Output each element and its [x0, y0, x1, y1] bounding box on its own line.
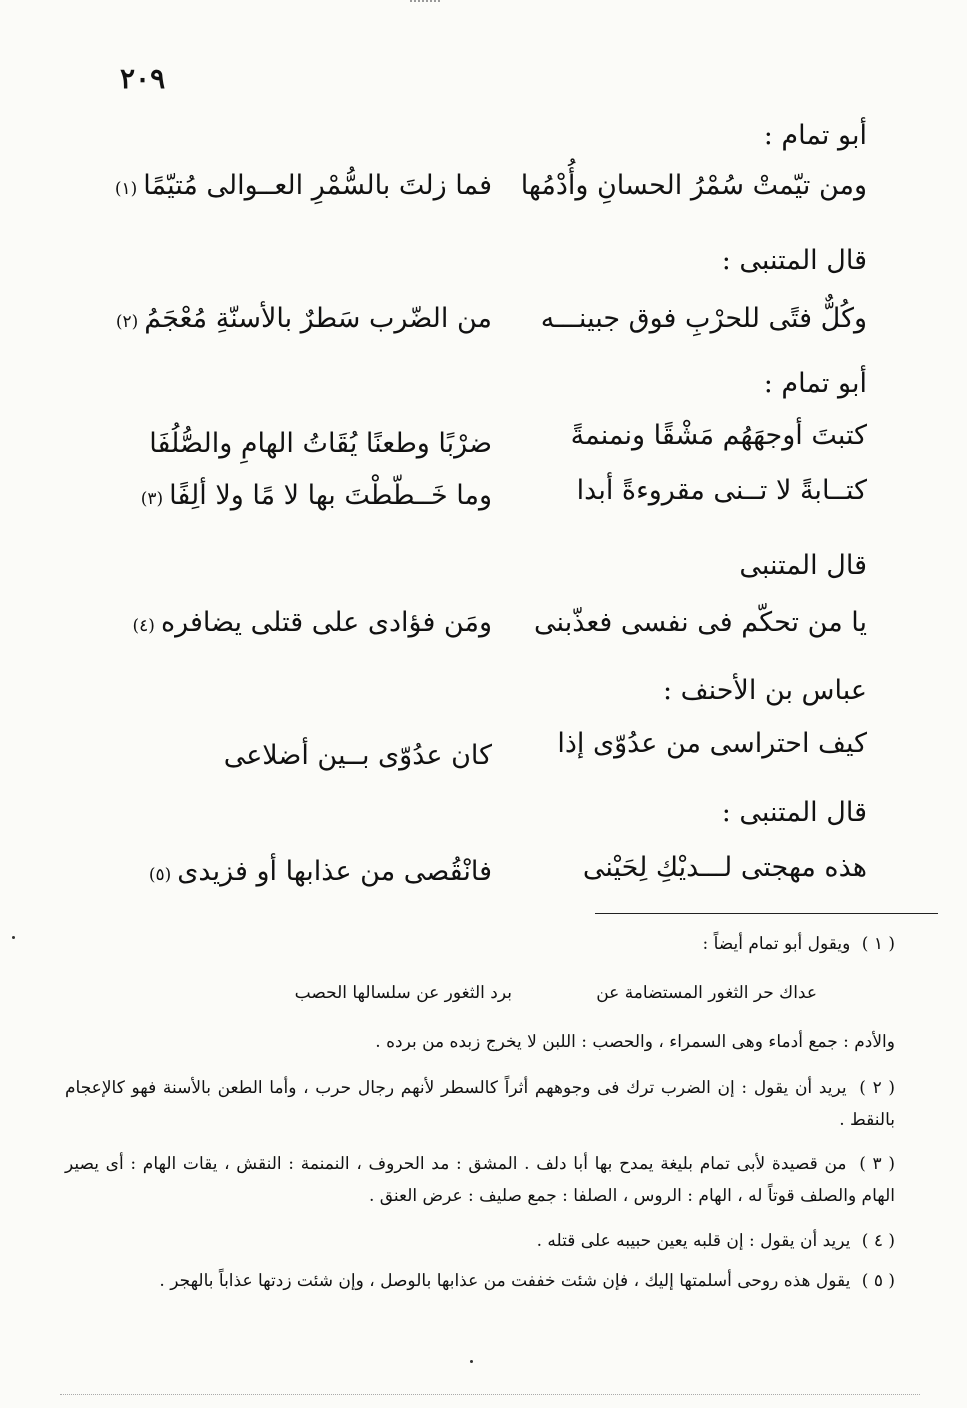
verse-first-hemistich: وكُلٌّ فتًى للحرْبِ فوق جبينـــه — [540, 303, 867, 334]
footnote-ref: (٣) — [140, 489, 164, 509]
poet-name: قال المتنبى : — [721, 245, 867, 276]
footnote-verse-first: عداك حر الثغور المستضامة عن — [596, 983, 817, 1003]
poet-name: قال المتنبى — [739, 550, 867, 581]
verse-first-hemistich: هذه مهجتى لـــديْكِ لِحَيْنى — [582, 852, 867, 883]
verse-first-hemistich: كتبتَ أوجهَهُم مَشْقًا ونمنمةً — [570, 420, 867, 451]
footnote-ref: (٢) — [115, 312, 139, 332]
footnote-number: ( ١ ) — [861, 934, 895, 954]
footnote-2: ( ٢ ) يريد أن يقول : إن الضرب ترك فى وجوههم أثراً كالسطر لأنهم رجال حرب ، وأما الطعن بالأسنة فهو كالإعجام بالنقط . — [65, 1078, 895, 1130]
footnote-ref: (٥) — [148, 865, 172, 885]
scan-speck — [12, 936, 15, 939]
verse-first-hemistich: ومن تيّمتْ سُمْرُ الحسانِ وأُدْمُها — [520, 170, 867, 201]
footnote-1-gloss: والأدم : جمع أدماء وهى السمراء ، والحصب : اللبن لا يخرج زبده من برده . — [375, 1032, 895, 1052]
poet-name: قال المتنبى : — [721, 797, 867, 828]
verse-first-hemistich: كيف احتراسى من عدُوّى إذا — [557, 728, 867, 759]
footnote-number: ( ٣ ) — [859, 1154, 895, 1174]
poet-name: أبو تمام : — [763, 120, 867, 151]
scan-edge — [60, 1394, 920, 1395]
verse-first-hemistich: كتــابةً لا تــنى مقروءةً أبدا — [576, 475, 867, 506]
footnote-ref: (١) — [114, 179, 138, 199]
scan-artifact — [410, 0, 440, 6]
footnote-4: ( ٤ ) يريد أن يقول : إن قلبه يعين حبيبه على قتله . — [536, 1231, 895, 1251]
footnote-separator — [595, 913, 938, 914]
verse-second-hemistich: ضرْبًا وطعنًا يُقَاتُ الهامِ والصُّلُفَا — [149, 428, 492, 459]
verse-second-hemistich: من الضّرب سَطرٌ بالأسنّةِ مُعْجَمُ(٢) — [115, 303, 492, 334]
verse-second-hemistich: كان عدُوّى بــين أضلاعى — [223, 740, 492, 771]
page-number: ٢٠٩ — [120, 62, 166, 95]
poet-name: عباس بن الأحنف : — [662, 675, 867, 706]
verse-second-hemistich: وما خَــطّطْتَ بها لا مًا ولا ألِفًا(٣) — [140, 480, 492, 511]
verse-second-hemistich: فانْقُصى من عذابها أو فزيدى(٥) — [148, 856, 492, 887]
footnote-number: ( ٢ ) — [859, 1078, 895, 1098]
footnote-number: ( ٤ ) — [861, 1231, 895, 1251]
verse-second-hemistich: ومَن فؤادى على قتلى يضافره(٤) — [132, 607, 492, 638]
poet-name: أبو تمام : — [763, 368, 867, 399]
verse-second-hemistich: فما زلتَ بالسُّمْرِ العــوالى مُتيّمًا(١) — [114, 170, 492, 201]
footnote-ref: (٤) — [132, 616, 155, 636]
footnote-5: ( ٥ ) يقول هذه روحى أسلمتها إليك ، فإن شئت خففت من عذابها بالوصل ، وإن شئت زدتها عذاباً بالهجر . — [159, 1271, 895, 1291]
footnote-number: ( ٥ ) — [861, 1271, 895, 1291]
footnote-verse-second: برد الثغور عن سلسالها الحصب — [294, 983, 512, 1003]
verse-first-hemistich: يا من تحكّم فى نفسى فعذّبنى — [534, 607, 867, 638]
footnote-3: ( ٣ ) من قصيدة لأبى تمام بليغة يمدح بها أبا دلف . المشق : مد الحروف ، النمنمة : النقش ، يقات الهام : أى يصير الهام والصلف قوتاً له ، الهام : الروس ، الصلفا : جمع صليف : عرض العنق . — [65, 1154, 895, 1206]
footnote-1: ( ١ ) ويقول أبو تمام أيضاً : — [702, 934, 895, 954]
scan-speck — [470, 1360, 473, 1363]
